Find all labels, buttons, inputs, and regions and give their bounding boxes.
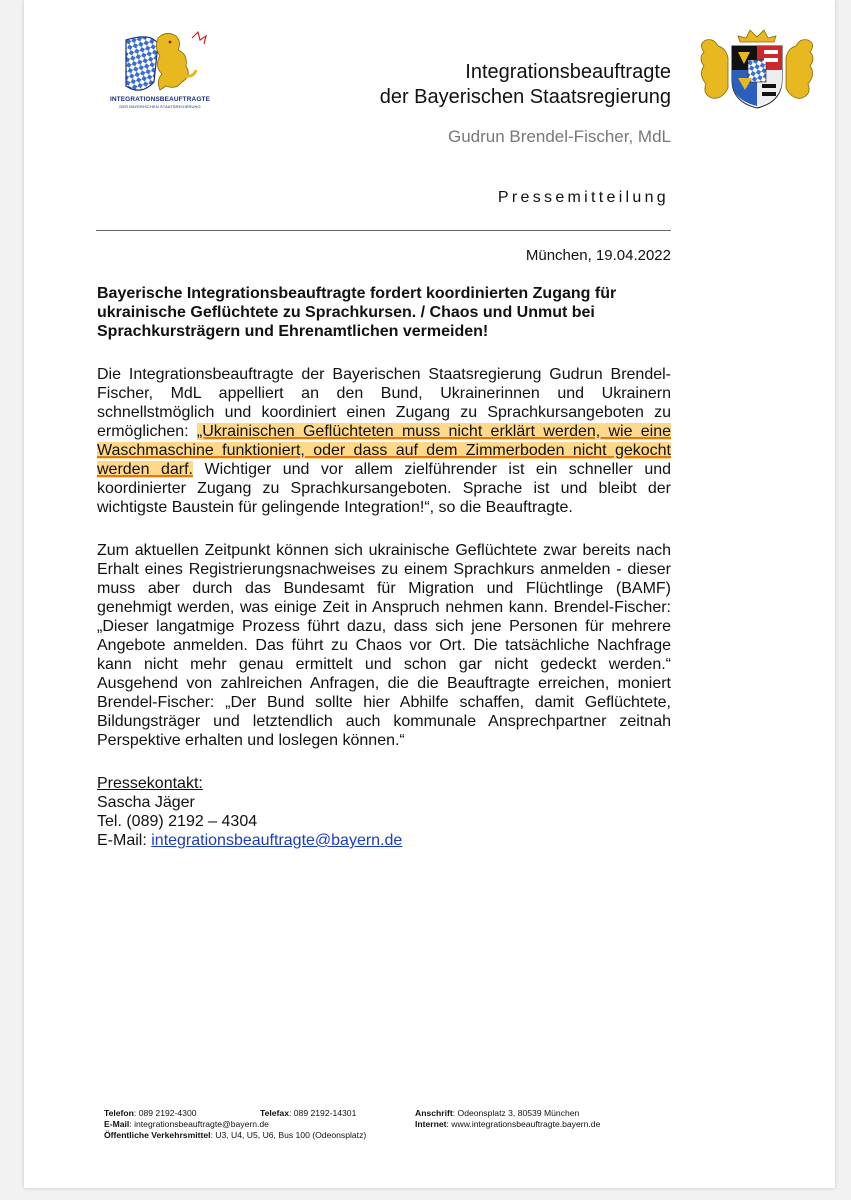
- contact-phone: Tel. (089) 2192 – 4304: [97, 813, 258, 830]
- paragraph-1: [97, 365, 671, 517]
- footer-transit-label: Öffentliche Verkehrsmittel: [104, 1130, 211, 1140]
- footer-internet-label: Internet: [415, 1119, 447, 1129]
- paragraph-1-rest: Wichtiger und vor allem zielführender ist ein schneller und koordinierter Zugang zu Sprachkursangeboten. Sprache ist und bleibt der wichtigste Baustein für gelingende Integration!“, so die Beauftragte.: [97, 461, 672, 516]
- lion-shield-emblem-icon: [96, 30, 224, 100]
- footer-internet: [415, 1119, 600, 1130]
- footer-transit: [104, 1130, 366, 1141]
- footer-email-label: E-Mail: [104, 1119, 130, 1129]
- paragraph-1-intro: Die Integrationsbeauftragte der Bayerischen Staatsregierung Gudrun Brendel-Fischer, MdL appelliert an den Bund, Ukrainerinnen und Ukrainern schnellstmöglich und koordiniert einen Zugang zu Sprachkursangeboten zu ermöglichen:: [97, 366, 671, 440]
- logo-caption-subtitle: DER BAYERISCHEN STAATSREGIERUNG: [119, 104, 201, 109]
- footer-phone: [104, 1108, 197, 1119]
- footer-fax-label: Telefax: [260, 1108, 289, 1118]
- footer-email: [104, 1119, 269, 1130]
- organization-name: [380, 60, 671, 110]
- header-divider: [96, 230, 671, 231]
- press-release-date: München, 19.04.2022: [525, 247, 671, 264]
- footer-email-value: : integrationsbeauftragte@bayern.de: [129, 1119, 269, 1129]
- footer-internet-value: : www.integrationsbeauftragte.bayern.de: [446, 1119, 601, 1129]
- contact-email-line: [97, 831, 671, 850]
- contact-email-link[interactable]: integrationsbeauftragte@bayern.de: [151, 832, 403, 849]
- logo-caption-title: INTEGRATIONSBEAUFTRAGTE: [109, 96, 211, 103]
- footer-phone-label: Telefon: [104, 1108, 134, 1118]
- footer-fax-value: : 089 2192-14301: [288, 1108, 357, 1118]
- press-release-body: [97, 284, 671, 850]
- footer-address-label: Anschrift: [415, 1108, 453, 1118]
- headline: Bayerische Integrationsbeauftragte fordert koordinierten Zugang für ukrainische Geflüchtete zu Sprachkursen. / Chaos und Unmut bei Sprachkursträgern und Ehrenamtlichen vermeiden!: [97, 285, 617, 340]
- press-contact-heading: Pressekontakt:: [97, 775, 203, 792]
- document-type: Pressemitteilung: [497, 189, 669, 206]
- logo-caption: [98, 96, 222, 110]
- officeholder-name: Gudrun Brendel-Fischer, MdL: [448, 127, 671, 146]
- press-contact: [97, 774, 671, 850]
- org-line-2: der Bayerischen Staatsregierung: [379, 86, 671, 108]
- highlighted-quote: „Ukrainischen Geflüchteten muss nicht erklärt werden, wie eine Waschmaschine funktioniert, oder dass auf dem Zimmerboden nicht gekocht werden darf.: [97, 423, 672, 478]
- footer-fax: [260, 1108, 356, 1119]
- contact-name: Sascha Jäger: [97, 794, 195, 811]
- bavarian-coat-of-arms: [694, 28, 820, 112]
- footer-address: [415, 1108, 579, 1119]
- footer-address-value: : Odeonsplatz 3, 80539 München: [452, 1108, 580, 1118]
- org-line-1: Integrationsbeauftragte: [465, 61, 671, 83]
- coat-of-arms-icon: [694, 28, 820, 112]
- paragraph-2: Zum aktuellen Zeitpunkt können sich ukrainische Geflüchtete zwar bereits nach Erhalt eines Registrierungsnachweises zu einem Sprachkurs anmelden - dieser muss aber durch das Bundesamt für Migration und Flüchtlinge (BAMF) genehmigt werden, was einige Zeit in Anspruch nehmen kann. Brendel-Fischer: „Dieser langatmige Prozess führt dazu, dass sich jene Personen für mehrere Angebote anmelden. Das führt zu Chaos vor Ort. Die tatsächliche Nachfrage kann nicht mehr genau ermittelt und schon gar nicht gedeckt werden.“ Ausgehend von zahlreichen Anfragen, die die Beauftragte erreichen, moniert Brendel-Fischer: „Der Bund sollte hier Abhilfe schaffen, damit Geflüchtete, Bildungsträger und letztendlich auch kommunale Ansprechpartner zeitnah Perspektive erhalten und loslegen können.“: [97, 542, 671, 749]
- document-page: [24, 0, 835, 1188]
- contact-email-label: E-Mail:: [97, 832, 152, 849]
- footer-phone-value: : 089 2192-4300: [133, 1108, 197, 1118]
- footer-transit-value: : U3, U4, U5, U6, Bus 100 (Odeonsplatz): [210, 1130, 367, 1140]
